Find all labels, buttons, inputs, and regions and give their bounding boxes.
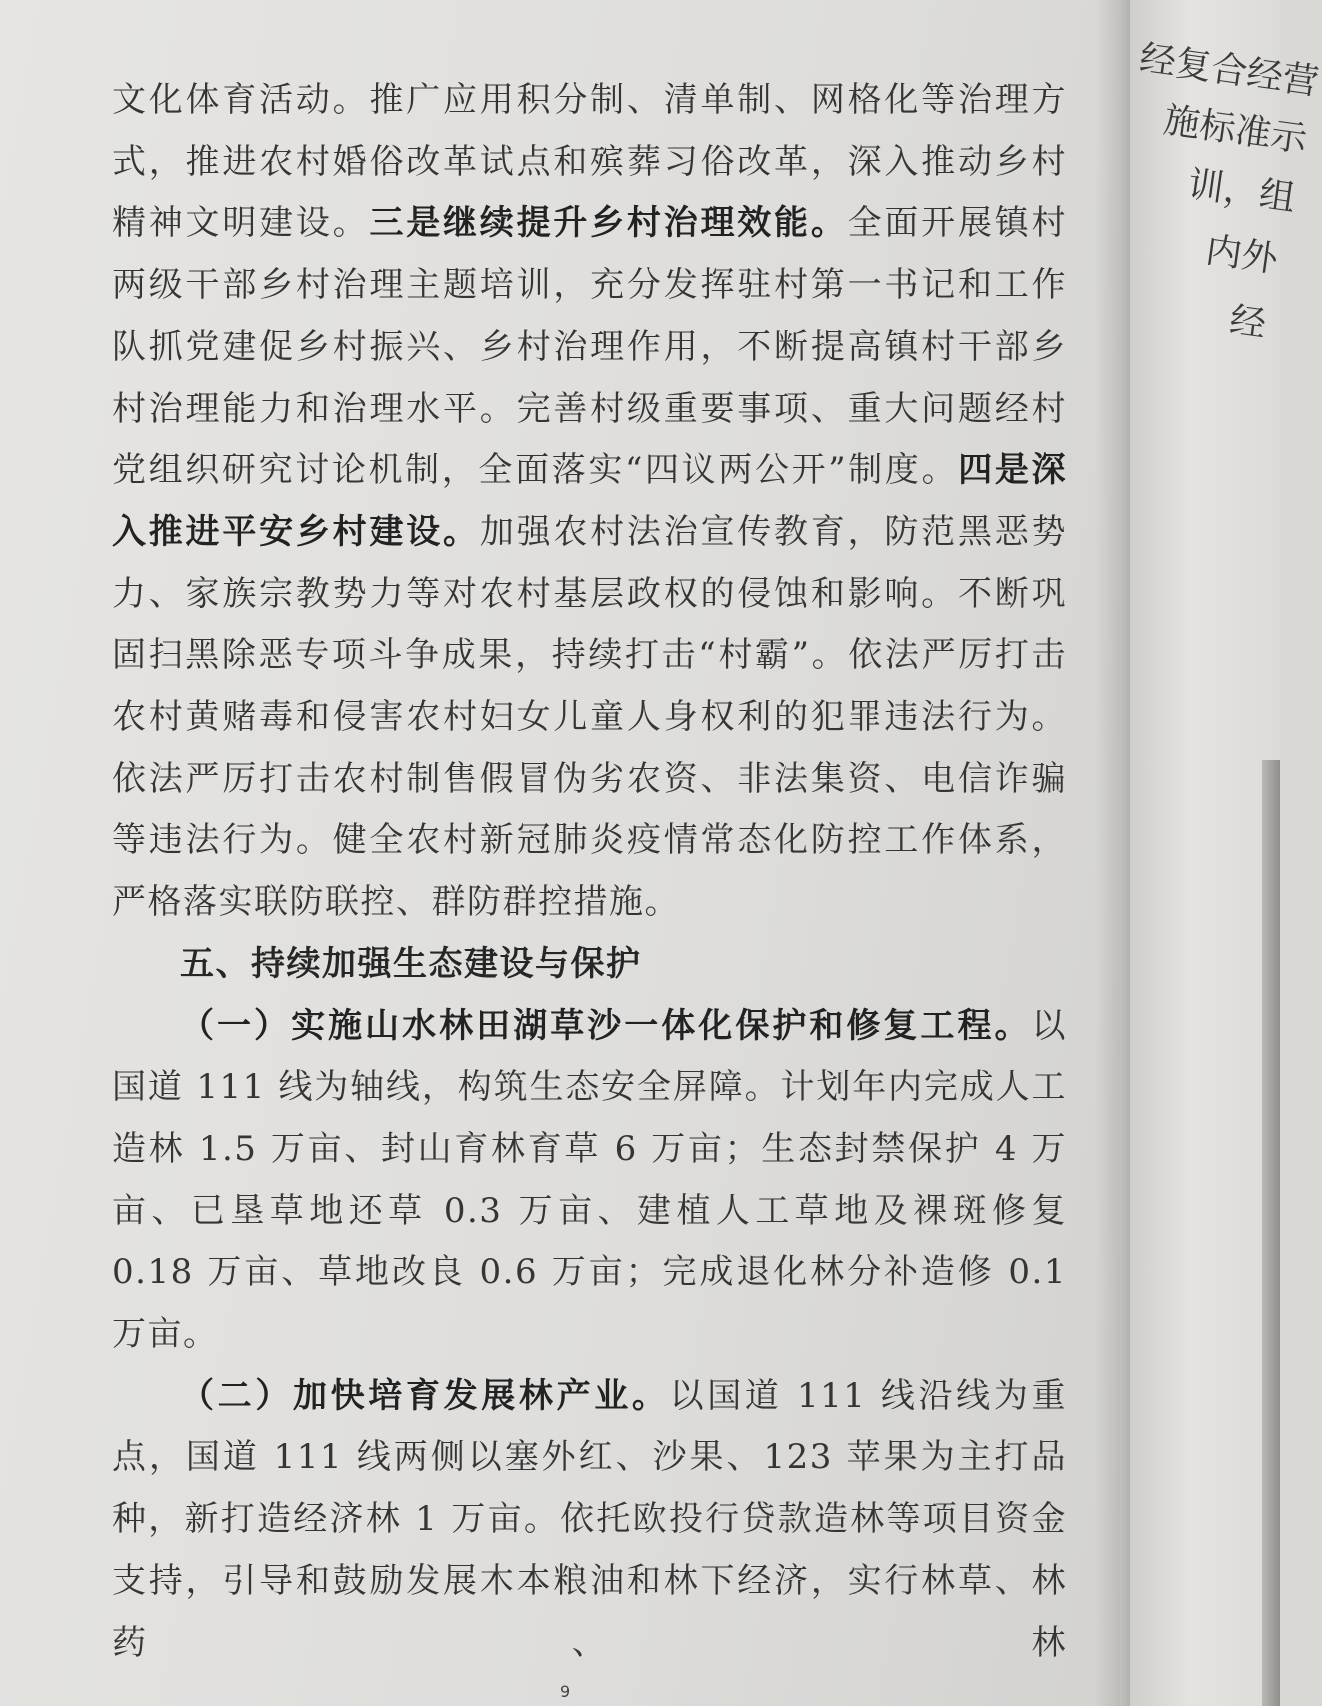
- facing-page-edge: [1130, 0, 1322, 1706]
- facing-page-line: 内外: [1203, 229, 1281, 281]
- book-gutter-shadow: [1095, 0, 1135, 1706]
- facing-page-line: 施标准示: [1161, 99, 1310, 161]
- page-stack-edge: [1262, 760, 1280, 1706]
- bold-segment-third-point: 三是继续提升乡村治理效能。: [369, 203, 848, 244]
- paragraph-forestry-industry: [112, 1366, 1067, 1675]
- text-segment: 全面开展镇村两级干部乡村治理主题培训，充分发挥驻村第一书记和工作队抓党建促乡村振兴、乡村治理作用，不断提高镇村干部乡村治理能力和治理水平。完善村级重要事项、重大问题经村党组织研究讨论机制，全面落实“四议两公开”制度。: [112, 203, 1068, 491]
- paragraph-ecological-restoration: [112, 996, 1067, 1366]
- page-number: 9: [560, 1682, 571, 1701]
- bold-segment-subheading-one: （一）实施山水林田湖草沙一体化保护和修复工程。: [180, 1005, 1032, 1046]
- facing-page-line: 经复合经营: [1137, 37, 1322, 104]
- section-heading-text: 五、持续加强生态建设与保护: [180, 943, 642, 984]
- text-segment: 以国道 111 线为轴线，构筑生态安全屏障。计划年内完成人工造林 1.5 万亩、封山育林育草 6 万亩；生态封禁保护 4 万亩、已垦草地还草 0.3 万亩、建植人工草地及裸斑修复 0.18 万亩、草地改良 0.6 万亩；完成退化林分补造修 0.1 万亩。: [112, 1005, 1067, 1355]
- bold-segment-subheading-two: （二）加快培育发展林产业。: [180, 1375, 670, 1416]
- text-segment: 以国道 111 线沿线为重点，国道 111 线两侧以塞外红、沙果、123 苹果为主打品种，新打造经济林 1 万亩。依托欧投行贷款造林等项目资金支持，引导和鼓励发展木本粮油和林下经济，实行林草、林药、林: [112, 1375, 1067, 1663]
- text-segment: 加强农村法治宣传教育，防范黑恶势力、家族宗教势力等对农村基层政权的侵蚀和影响。不断巩固扫黑除恶专项斗争成果，持续打击“村霸”。依法严厉打击农村黄赌毒和侵害农村妇女儿童人身权利的犯罪违法行为。依法严厉打击农村制售假冒伪劣农资、非法集资、电信诈骗等违法行为。健全农村新冠肺炎疫情常态化防控工作体系，严格落实联防联控、群防群控措施。: [112, 511, 1068, 923]
- facing-page-line: 经: [1227, 299, 1269, 346]
- section-heading-five: [112, 934, 1067, 996]
- bold-segment-fourth-point: 四是深入推进平安乡村建设。: [112, 450, 1068, 552]
- document-body: [112, 70, 1067, 1674]
- facing-page-line: 训，组: [1185, 163, 1298, 220]
- paragraph-governance: [112, 70, 1067, 934]
- text-segment: 文化体育活动。推广应用积分制、清单制、网格化等治理方式，推进农村婚俗改革试点和殡葬习俗改革，深入推动乡村精神文明建设。: [112, 80, 1067, 244]
